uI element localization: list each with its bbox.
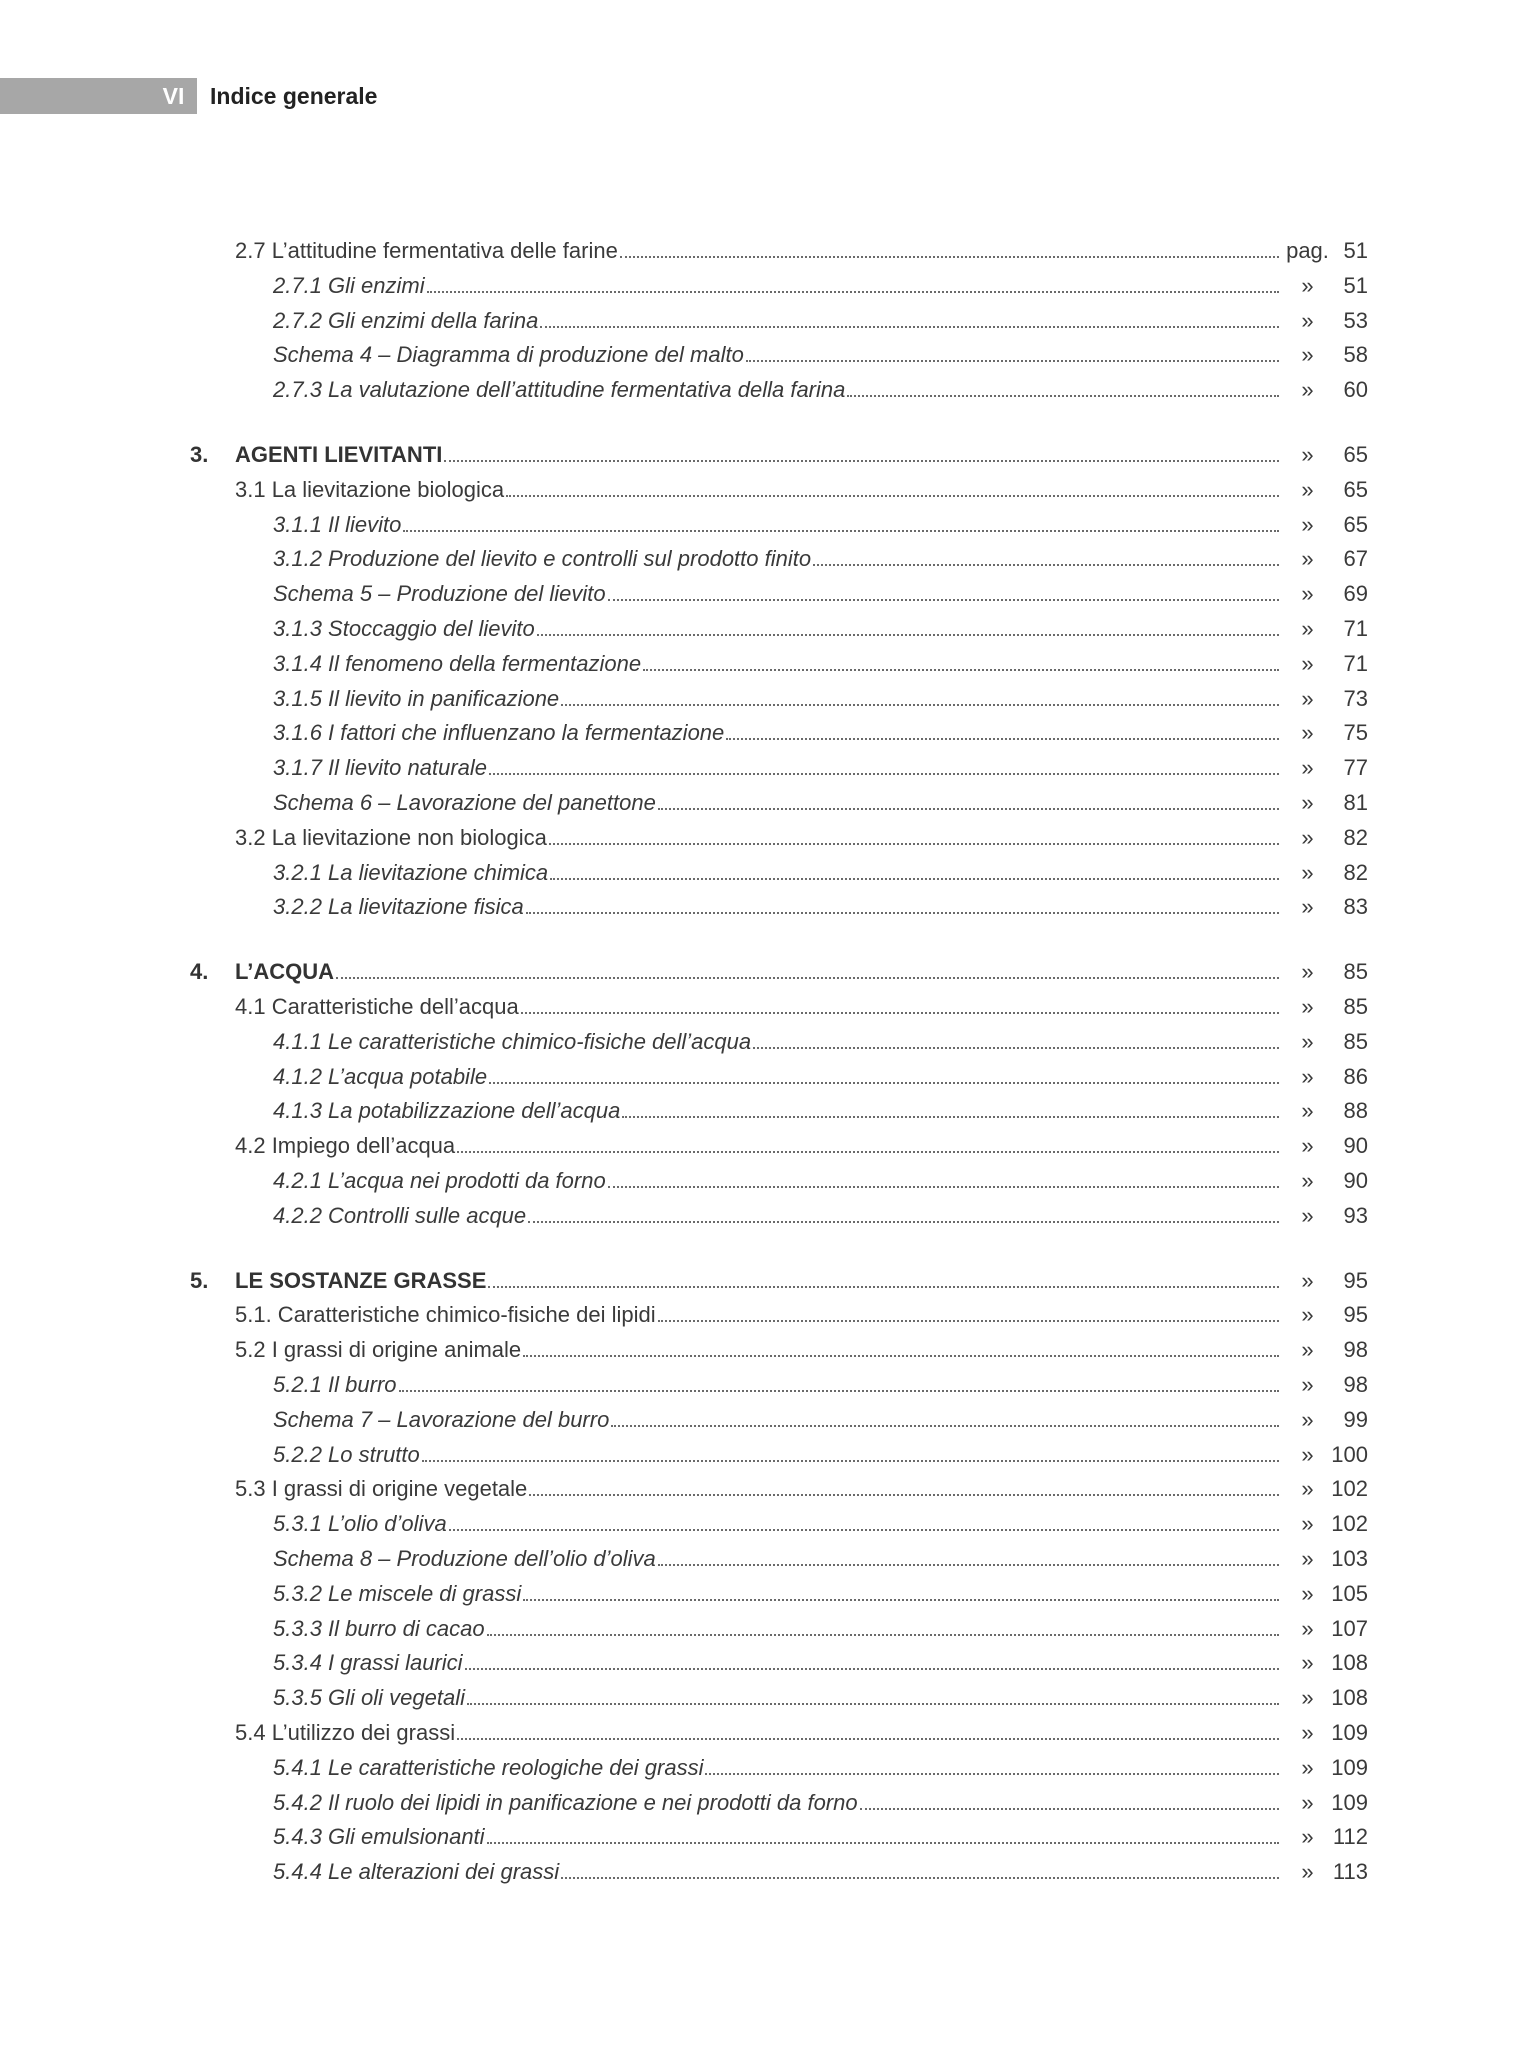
- toc-entry-label: 5.2.1 Il burro: [273, 1372, 397, 1397]
- toc-subsection[interactable]: [0, 682, 1535, 716]
- toc-page-number: 82: [1343, 859, 1368, 885]
- toc-page-number: 93: [1343, 1202, 1368, 1228]
- toc-entry-label: 3.1.5 Il lievito in panificazione: [273, 685, 560, 711]
- toc-entry-label: LE SOSTANZE GRASSE: [235, 1267, 487, 1293]
- dot-leader: [549, 821, 1279, 845]
- dot-leader: [465, 1646, 1279, 1670]
- toc-page-number: 105: [1331, 1580, 1368, 1606]
- toc-page-marker: »: [1301, 1133, 1314, 1159]
- toc-subsection[interactable]: [0, 1820, 1535, 1854]
- toc-subsection[interactable]: [0, 1368, 1535, 1402]
- toc-entry-text: [273, 508, 1285, 542]
- dot-leader: [489, 751, 1279, 775]
- toc-page-number: 53: [1343, 307, 1368, 333]
- dot-leader: [427, 269, 1279, 293]
- toc-entry-text: [273, 1820, 1285, 1854]
- toc-entry-text: [273, 1060, 1285, 1094]
- toc-page-marker: »: [1301, 1063, 1314, 1089]
- toc-entry-text: [273, 1368, 1285, 1402]
- toc-entry-text: [273, 373, 1285, 407]
- toc-entry-label: 5.4.1 Le caratteristiche reologiche dei grassi: [273, 1754, 704, 1780]
- toc-entry-text: [235, 955, 1285, 989]
- toc-page-marker: »: [1301, 720, 1314, 746]
- toc-page-number: 109: [1331, 1754, 1368, 1780]
- dot-leader: [526, 890, 1279, 914]
- toc-page-marker: »: [1301, 1511, 1314, 1537]
- toc-page-marker: »: [1301, 894, 1314, 920]
- toc-page-number: 98: [1343, 1372, 1368, 1397]
- toc-page-marker: »: [1301, 442, 1314, 467]
- toc-entry-label: 3.1.1 Il lievito: [273, 511, 402, 537]
- dot-leader: [561, 682, 1279, 706]
- toc-page-number: 85: [1343, 994, 1368, 1019]
- toc-entry-label: 3.1.4 Il fenomeno della fermentazione: [273, 650, 642, 676]
- dot-leader: [487, 1820, 1279, 1844]
- toc-page-number: 58: [1343, 342, 1368, 368]
- dot-leader: [847, 373, 1279, 397]
- dot-leader: [523, 1577, 1279, 1601]
- toc-entry-text: [235, 234, 1285, 268]
- toc-entry-text: [235, 821, 1285, 855]
- toc-subsection[interactable]: [0, 542, 1535, 576]
- toc-page-marker: »: [1301, 1789, 1314, 1815]
- dot-leader: [705, 1751, 1279, 1775]
- toc-entry-label: 5.3 I grassi di origine vegetale: [235, 1476, 528, 1502]
- toc-subsection[interactable]: [0, 1855, 1535, 1889]
- dot-leader: [540, 304, 1279, 328]
- toc-subsection[interactable]: [0, 508, 1535, 542]
- toc-page-marker: »: [1301, 1754, 1314, 1780]
- toc-subsection[interactable]: [0, 1025, 1535, 1059]
- toc-entry-text: [273, 304, 1285, 338]
- dot-leader: [403, 508, 1279, 532]
- toc-page-number: 82: [1343, 824, 1368, 850]
- toc-entry-text: [273, 577, 1285, 611]
- toc-subsection[interactable]: [0, 1438, 1535, 1472]
- toc-entry-text: [273, 1681, 1285, 1715]
- toc-entry-label: 2.7.1 Gli enzimi: [273, 272, 425, 298]
- toc-page-marker: »: [1301, 377, 1314, 403]
- toc-page-marker: »: [1301, 616, 1314, 641]
- toc-entry-text: [273, 1438, 1285, 1472]
- toc-page-number: 75: [1343, 720, 1368, 746]
- toc-entry-text: [273, 1164, 1285, 1198]
- toc-page-marker: »: [1301, 1685, 1314, 1711]
- toc-section[interactable]: [0, 821, 1535, 855]
- toc-page-marker: »: [1301, 685, 1314, 711]
- toc-subsection[interactable]: [0, 373, 1535, 407]
- toc-page-marker: »: [1301, 1720, 1314, 1745]
- toc-entry-label: 2.7.2 Gli enzimi della farina: [273, 307, 539, 333]
- dot-leader: [860, 1786, 1279, 1810]
- toc-page-number: 85: [1343, 959, 1368, 985]
- toc-entry-label: 2.7 L’attitudine fermentativa delle farine: [235, 238, 618, 263]
- toc-page-number: 108: [1331, 1650, 1368, 1676]
- toc-section[interactable]: [0, 1129, 1535, 1163]
- toc-page-number: 71: [1343, 650, 1368, 676]
- toc-entry-label: Schema 7 – Lavorazione del burro: [273, 1406, 610, 1432]
- toc-entry-label: AGENTI LIEVITANTI: [235, 442, 443, 467]
- toc-subsection[interactable]: [0, 1751, 1535, 1785]
- toc-page-marker: »: [1301, 790, 1314, 815]
- dot-leader: [467, 1681, 1279, 1705]
- toc-section[interactable]: [0, 234, 1535, 268]
- toc-page-number: 109: [1331, 1720, 1368, 1745]
- toc-entry-text: [273, 1751, 1285, 1785]
- toc-entry-label: 3.2.1 La lievitazione chimica: [273, 859, 549, 885]
- header-title: Indice generale: [210, 83, 378, 109]
- toc-entry-text: [273, 1403, 1285, 1437]
- toc-chapter-number: 3.: [190, 442, 209, 467]
- toc-entry-text: [235, 990, 1285, 1024]
- toc-entry-label: 5.3.1 L’olio d’oliva: [273, 1511, 447, 1537]
- toc-page-number: 109: [1331, 1789, 1368, 1815]
- toc-page-marker: »: [1301, 1302, 1314, 1328]
- toc-page-marker: »: [1301, 1859, 1314, 1885]
- dot-leader: [658, 1298, 1279, 1322]
- toc-page-marker: »: [1301, 1546, 1314, 1571]
- dot-leader: [537, 612, 1279, 636]
- toc-entry-text: [235, 1298, 1285, 1332]
- dot-leader: [813, 542, 1279, 566]
- toc-page-number: 107: [1331, 1615, 1368, 1641]
- dot-leader: [753, 1025, 1279, 1049]
- toc-page-number: 71: [1343, 616, 1368, 641]
- toc-entry-label: 4.1.1 Le caratteristiche chimico-fisiche dell’acqua: [273, 1028, 752, 1054]
- toc-page-marker: »: [1301, 1202, 1314, 1228]
- toc-entry-label: 4.1.2 L’acqua potabile: [273, 1063, 488, 1089]
- toc-page-marker: »: [1301, 1580, 1314, 1606]
- dot-leader: [487, 1612, 1279, 1636]
- toc-page-number: 108: [1331, 1685, 1368, 1711]
- dot-leader: [643, 647, 1279, 671]
- dot-leader: [489, 1060, 1279, 1084]
- toc-entry-label: 5.2.2 Lo strutto: [273, 1441, 420, 1467]
- dot-leader: [457, 1716, 1279, 1740]
- toc-entry-label: 3.1.7 Il lievito naturale: [273, 755, 488, 781]
- toc-entry-text: [235, 1129, 1285, 1163]
- toc-entry-label: Schema 8 – Produzione dell’olio d’oliva: [273, 1546, 656, 1571]
- toc-entry-label: 3.2 La lievitazione non biologica: [235, 824, 547, 850]
- toc-page-number: 90: [1343, 1133, 1368, 1159]
- toc-page-number: 103: [1331, 1546, 1368, 1571]
- toc-entry-label: 5.3.3 Il burro di cacao: [273, 1615, 485, 1641]
- toc-subsection[interactable]: [0, 890, 1535, 924]
- toc-entry-text: [273, 1507, 1285, 1541]
- toc-subsection[interactable]: [0, 647, 1535, 681]
- toc-page-marker: »: [1301, 476, 1314, 502]
- toc-entry-label: 5.3.2 Le miscele di grassi: [273, 1580, 522, 1606]
- toc-subsection[interactable]: [0, 716, 1535, 750]
- toc-chapter[interactable]: [0, 438, 1535, 472]
- toc-subsection[interactable]: [0, 1681, 1535, 1715]
- toc-entry-label: 3.1.6 I fattori che influenzano la fermentazione: [273, 720, 725, 746]
- dot-leader: [422, 1438, 1279, 1462]
- toc-page-marker: »: [1301, 994, 1314, 1019]
- toc-entry-text: [235, 473, 1285, 507]
- toc-entry-label: Schema 5 – Produzione del lievito: [273, 581, 606, 607]
- toc-entry-label: 3.1.3 Stoccaggio del lievito: [273, 616, 535, 641]
- toc-entry-text: [273, 269, 1285, 303]
- toc-entry-text: [273, 612, 1285, 646]
- toc-page-number: 88: [1343, 1098, 1368, 1124]
- toc-entry-text: [273, 1025, 1285, 1059]
- toc-page-number: 85: [1343, 1028, 1368, 1054]
- toc-page-marker: »: [1301, 1650, 1314, 1676]
- toc-page-marker: »: [1301, 581, 1314, 607]
- toc-page-marker: »: [1301, 307, 1314, 333]
- dot-leader: [608, 1164, 1279, 1188]
- toc-subsection[interactable]: [0, 786, 1535, 820]
- toc-entry-text: [273, 716, 1285, 750]
- toc-entry-label: 5.1. Caratteristiche chimico-fisiche dei lipidi: [235, 1302, 656, 1328]
- toc-page-marker: »: [1301, 1372, 1314, 1397]
- toc-entry-text: [273, 647, 1285, 681]
- toc-page-number: 90: [1343, 1168, 1368, 1193]
- toc-page-number: 86: [1343, 1063, 1368, 1089]
- toc-subsection[interactable]: [0, 304, 1535, 338]
- toc-entry-label: 5.4.3 Gli emulsionanti: [273, 1824, 485, 1850]
- toc-entry-text: [273, 751, 1285, 785]
- toc-section[interactable]: [0, 1716, 1535, 1750]
- running-header: [0, 78, 1535, 114]
- toc-entry-label: 3.2.2 La lievitazione fisica: [273, 894, 524, 920]
- toc-entry-text: [235, 1264, 1285, 1298]
- header-page-number: VI: [162, 83, 185, 109]
- toc-entry-label: 3.1 La lievitazione biologica: [235, 476, 505, 502]
- toc-entry-label: 2.7.3 La valutazione dell’attitudine fermentativa della farina: [273, 377, 846, 403]
- dot-leader: [457, 1129, 1279, 1153]
- toc-chapter[interactable]: [0, 955, 1535, 989]
- toc-page-number: 65: [1343, 476, 1368, 502]
- toc-page-number: 69: [1343, 581, 1368, 607]
- toc-subsection[interactable]: [0, 1786, 1535, 1820]
- dot-leader: [658, 786, 1279, 810]
- toc-subsection[interactable]: [0, 1164, 1535, 1198]
- toc-chapter[interactable]: [0, 1264, 1535, 1298]
- toc-page-number: 60: [1343, 377, 1368, 403]
- toc-subsection[interactable]: [0, 1507, 1535, 1541]
- toc-entry-text: [235, 438, 1285, 472]
- toc-entry-text: [273, 856, 1285, 890]
- toc-page-number: 67: [1343, 546, 1368, 572]
- toc-page-marker: »: [1301, 1615, 1314, 1641]
- dot-leader: [658, 1542, 1279, 1566]
- toc-entry-text: [273, 1786, 1285, 1820]
- toc-page-number: 73: [1343, 685, 1368, 711]
- toc-page-number: 102: [1331, 1476, 1368, 1502]
- toc-page-marker: »: [1301, 1476, 1314, 1502]
- toc-page-marker: »: [1301, 272, 1314, 298]
- toc-entry-label: 4.2.1 L’acqua nei prodotti da forno: [273, 1168, 606, 1193]
- toc-entry-label: 5.2 I grassi di origine animale: [235, 1337, 522, 1363]
- toc-page-marker: »: [1301, 1168, 1314, 1193]
- toc-page-marker: »: [1301, 1441, 1314, 1467]
- toc-entry-label: 4.1 Caratteristiche dell’acqua: [235, 994, 519, 1019]
- toc-page-marker: »: [1301, 755, 1314, 781]
- toc-page-number: 65: [1343, 511, 1368, 537]
- toc-entry-label: 5.4 L’utilizzo dei grassi: [235, 1720, 456, 1745]
- toc-page-number: 102: [1331, 1511, 1368, 1537]
- toc-entry-label: 5.3.4 I grassi laurici: [273, 1650, 463, 1676]
- toc-subsection[interactable]: [0, 338, 1535, 372]
- dot-leader: [523, 1333, 1279, 1357]
- toc-section[interactable]: [0, 1333, 1535, 1367]
- toc-entry-text: [273, 890, 1285, 924]
- toc-page-marker: »: [1301, 1028, 1314, 1054]
- toc-chapter-number: 5.: [190, 1267, 209, 1293]
- toc-entry-text: [273, 682, 1285, 716]
- toc-subsection[interactable]: [0, 1060, 1535, 1094]
- toc-page-number: 112: [1332, 1824, 1368, 1850]
- toc-page-marker: »: [1301, 546, 1314, 572]
- toc-entry-text: [273, 1855, 1285, 1889]
- dot-leader: [528, 1199, 1279, 1223]
- dot-leader: [488, 1264, 1279, 1288]
- toc-entry-label: 5.3.5 Gli oli vegetali: [273, 1685, 465, 1711]
- dot-leader: [399, 1368, 1279, 1392]
- dot-leader: [506, 473, 1279, 497]
- toc-entry-text: [273, 1612, 1285, 1646]
- toc-subsection[interactable]: [0, 1577, 1535, 1611]
- toc-page-number: 98: [1343, 1337, 1368, 1363]
- toc-entry-label: 5.4.2 Il ruolo dei lipidi in panificazione e nei prodotti da forno: [273, 1789, 858, 1815]
- dot-leader: [521, 990, 1279, 1014]
- toc-page-marker: »: [1301, 650, 1314, 676]
- toc-entry-label: 4.2.2 Controlli sulle acque: [273, 1202, 527, 1228]
- toc-chapter-number: 4.: [190, 959, 209, 985]
- toc-entry-text: [235, 1716, 1285, 1750]
- dot-leader: [529, 1472, 1279, 1496]
- toc-subsection[interactable]: [0, 1403, 1535, 1437]
- toc-entry-text: [273, 1094, 1285, 1128]
- dot-leader: [726, 716, 1279, 740]
- toc-page-number: 100: [1331, 1441, 1368, 1467]
- toc-page-number: 81: [1343, 790, 1368, 815]
- toc-page-marker: »: [1301, 1267, 1314, 1293]
- toc-subsection[interactable]: [0, 751, 1535, 785]
- toc-entry-text: [273, 1542, 1285, 1576]
- toc-subsection[interactable]: [0, 1542, 1535, 1576]
- toc-page-number: 51: [1343, 238, 1368, 263]
- toc-entry-text: [273, 1199, 1285, 1233]
- toc-entry-text: [273, 786, 1285, 820]
- toc-entry-label: L’ACQUA: [235, 959, 334, 985]
- dot-leader: [620, 234, 1279, 258]
- toc-entry-text: [235, 1333, 1285, 1367]
- toc-page-number: 65: [1343, 442, 1368, 467]
- toc-subsection[interactable]: [0, 1199, 1535, 1233]
- dot-leader: [746, 338, 1279, 362]
- toc-subsection[interactable]: [0, 269, 1535, 303]
- toc-entry-text: [235, 1472, 1285, 1506]
- toc-page-number: 95: [1343, 1302, 1368, 1328]
- toc-entry-label: 3.1.2 Produzione del lievito e controlli sul prodotto finito: [273, 546, 812, 572]
- toc-section[interactable]: [0, 990, 1535, 1024]
- toc-subsection[interactable]: [0, 1094, 1535, 1128]
- toc-subsection[interactable]: [0, 1646, 1535, 1680]
- dot-leader: [449, 1507, 1279, 1531]
- toc-section[interactable]: [0, 1298, 1535, 1332]
- toc-entry-text: [273, 1646, 1285, 1680]
- toc-entry-label: 4.1.3 La potabilizzazione dell’acqua: [273, 1098, 621, 1124]
- toc-entry-text: [273, 1577, 1285, 1611]
- dot-leader: [550, 856, 1279, 880]
- toc-section[interactable]: [0, 1472, 1535, 1506]
- toc-section[interactable]: [0, 473, 1535, 507]
- toc-page-number: 51: [1343, 272, 1368, 298]
- toc-page-number: 95: [1343, 1267, 1368, 1293]
- toc-page-marker: »: [1301, 859, 1314, 885]
- toc-page-number: 99: [1343, 1406, 1368, 1432]
- toc-page-marker: »: [1301, 511, 1314, 537]
- toc-entry-label: Schema 4 – Diagramma di produzione del malto: [273, 342, 744, 368]
- toc-entry-label: Schema 6 – Lavorazione del panettone: [273, 790, 656, 815]
- toc-entry-label: 4.2 Impiego dell’acqua: [235, 1133, 456, 1159]
- toc-page-marker: »: [1301, 824, 1314, 850]
- toc-entry-text: [273, 338, 1285, 372]
- toc-subsection[interactable]: [0, 612, 1535, 646]
- toc-page-number: 83: [1343, 894, 1368, 920]
- toc-page-number: 77: [1343, 755, 1368, 781]
- toc-entry-text: [273, 542, 1285, 576]
- toc-page-marker: »: [1301, 342, 1314, 368]
- toc-page-marker: »: [1301, 1098, 1314, 1124]
- toc-page-number: 113: [1332, 1859, 1368, 1885]
- dot-leader: [611, 1403, 1279, 1427]
- dot-leader: [561, 1855, 1279, 1879]
- toc-entry-label: 5.4.4 Le alterazioni dei grassi: [273, 1859, 560, 1885]
- toc-page-marker: »: [1301, 1406, 1314, 1432]
- toc-page-marker: »: [1301, 1337, 1314, 1363]
- toc-page-marker: »: [1301, 959, 1314, 985]
- toc-subsection[interactable]: [0, 856, 1535, 890]
- dot-leader: [336, 955, 1279, 979]
- dot-leader: [608, 577, 1279, 601]
- dot-leader: [622, 1094, 1279, 1118]
- dot-leader: [444, 438, 1279, 462]
- toc-page-marker: pag.: [1286, 238, 1329, 263]
- toc-subsection[interactable]: [0, 1612, 1535, 1646]
- toc-subsection[interactable]: [0, 577, 1535, 611]
- toc-page-marker: »: [1301, 1824, 1314, 1850]
